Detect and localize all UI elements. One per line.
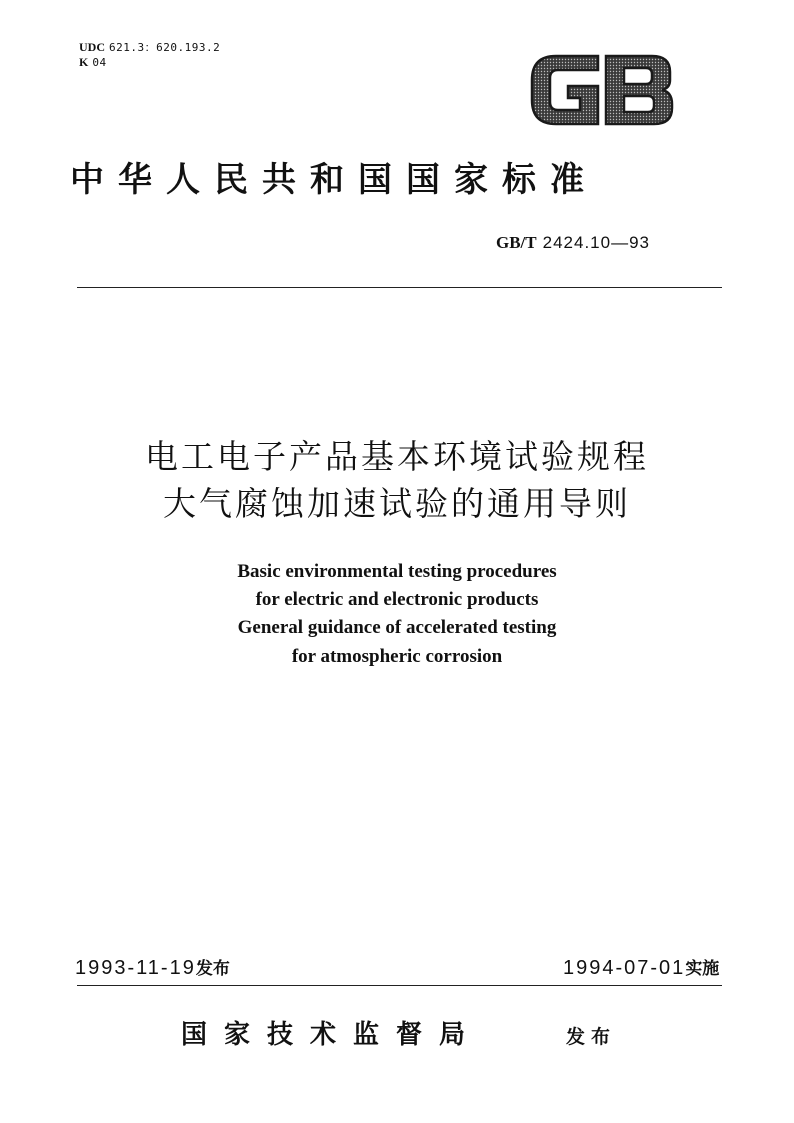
udc-line	[79, 40, 220, 55]
issue-date-suffix: 发布	[195, 959, 230, 979]
english-title-line-2: for electric and electronic products	[255, 589, 539, 610]
k-line	[79, 55, 220, 70]
issuer-action: 发布	[566, 1026, 617, 1048]
gb-logo	[528, 52, 676, 128]
issue-date-value: 1993-11-19	[75, 957, 196, 979]
standard-code	[496, 233, 696, 253]
effective-date-value: 1994-07-01	[563, 957, 686, 979]
chinese-title-line-2: 大气腐蚀加速试验的通用导则	[163, 484, 631, 523]
gb-logo-g-shape	[532, 56, 598, 124]
issue-date	[75, 955, 230, 982]
udc-label: UDC	[79, 40, 105, 54]
standard-code-number: 2424.10—93	[542, 233, 650, 252]
standard-code-prefix: GB/T	[496, 233, 537, 252]
national-standard-title: 中华人民共和国国家标准	[70, 160, 598, 200]
udc-value: 621.3：620.193.2	[109, 41, 221, 54]
effective-date	[563, 955, 719, 982]
top-divider	[77, 287, 722, 288]
k-label: K	[79, 55, 89, 69]
english-title-line-4: for atmospheric corrosion	[291, 646, 503, 667]
english-title-line-1: Basic environmental testing procedures	[237, 561, 557, 582]
bottom-divider	[77, 985, 722, 986]
issuer-name: 国家技术监督局	[181, 1020, 483, 1050]
k-value: 04	[92, 56, 107, 69]
english-title-line-3: General guidance of accelerated testing	[237, 617, 557, 638]
classification-block	[79, 40, 220, 70]
chinese-title-line-1: 电工电子产品基本环境试验规程	[145, 437, 649, 476]
effective-date-suffix: 实施	[685, 959, 720, 979]
gb-logo-b-shape	[606, 56, 672, 124]
